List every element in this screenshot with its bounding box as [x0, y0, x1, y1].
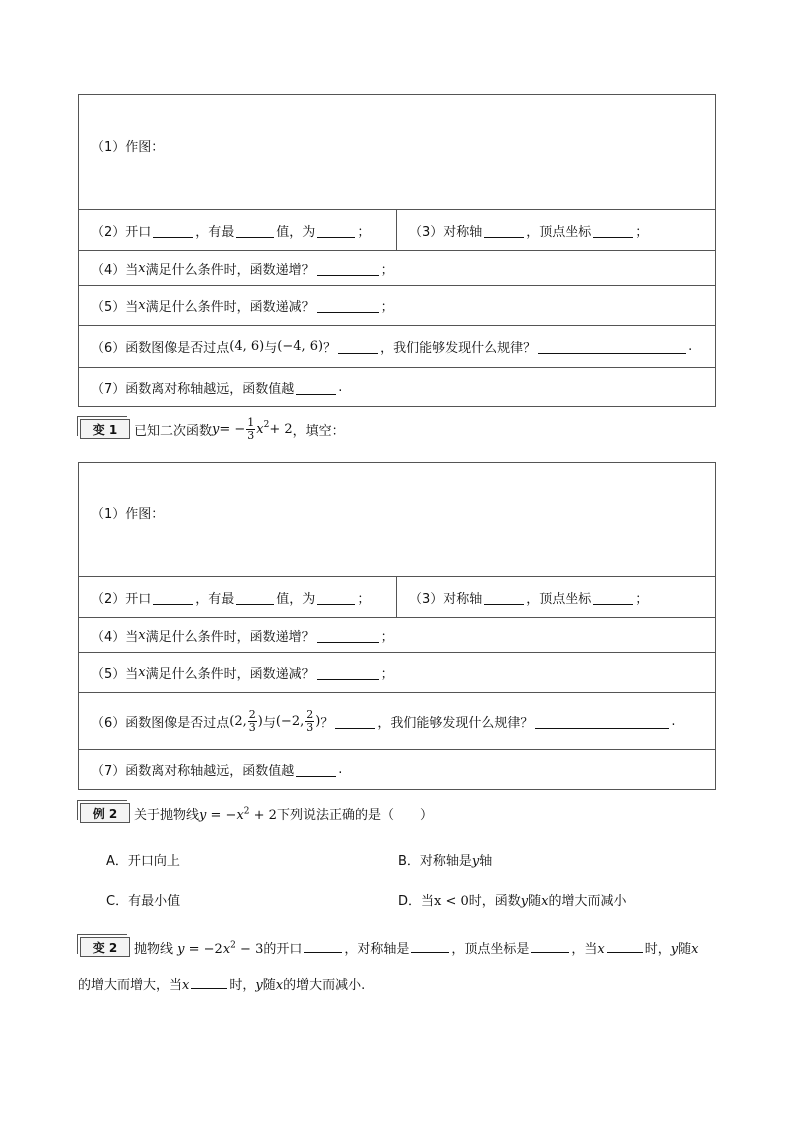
- blank-line[interactable]: [153, 223, 193, 238]
- blank-line[interactable]: [317, 298, 379, 313]
- blank-line[interactable]: [317, 665, 379, 680]
- option-b[interactable]: B．对称轴是y轴: [398, 854, 493, 869]
- table-row-distance: [79, 749, 715, 789]
- blank-line[interactable]: [317, 261, 379, 276]
- row-text: （5）当 x 满足什么条件时，函数递减？ ；: [91, 665, 394, 682]
- option-d[interactable]: D．当x < 0时，函数y随x的增大而减小: [398, 894, 627, 909]
- example-2-tag: 例 2: [80, 803, 130, 823]
- blank-line[interactable]: [317, 223, 355, 238]
- blank-line[interactable]: [535, 714, 669, 729]
- variant-2-question-line-2: 的增大而增大，当x 时，y随x的增大而减小.: [78, 974, 365, 993]
- variant-2-tag: 变 2: [80, 937, 130, 957]
- table-row-decreasing: [79, 285, 715, 325]
- table-row-increasing: [79, 250, 715, 285]
- row-text: （1）作图：: [91, 507, 165, 522]
- blank-line[interactable]: [593, 590, 633, 605]
- table-row-draw: [79, 95, 715, 209]
- cell-axis: （3）对称轴 ，顶点坐标 ；: [409, 591, 649, 607]
- row-text: （1）作图：: [91, 139, 165, 155]
- exercise-table-2: [78, 462, 716, 790]
- row-text: （7）函数离对称轴越远，函数值越 .: [91, 762, 343, 779]
- variant-2-question-line-1: 抛物线 $y = -2x^2 - 3$的开口 ，对称轴是 ，顶点坐标是 ，当x 时，y随x: [134, 938, 698, 957]
- table-row-points: [79, 692, 715, 749]
- table-row-opening: [79, 209, 715, 250]
- variant-1-tag: 变 1: [80, 419, 130, 439]
- blank-line[interactable]: [236, 223, 274, 238]
- blank-line[interactable]: [236, 590, 274, 605]
- blank-line[interactable]: [593, 223, 633, 238]
- cell-axis: （3）对称轴 ，顶点坐标 ；: [409, 224, 649, 240]
- row-text: （6）函数图像是否过点 (4, 6) 与 (−4, 6) ？ ，我们能够发现什么规律？ .: [91, 339, 693, 356]
- blank-line[interactable]: [338, 339, 378, 354]
- blank-line[interactable]: [317, 590, 355, 605]
- example-2-question: 关于抛物线$y = -x^2 + 2$下列说法正确的是（ ）: [134, 806, 433, 823]
- row-text: （7）函数离对称轴越远，函数值越 .: [91, 379, 343, 397]
- row-text: （6）函数图像是否过点 (2, $\frac{2}{3}$ ) 与 (−2, $\frac{2}{3}$ ) ？ ，我们能够发现什么规律？ .: [91, 707, 676, 734]
- blank-line[interactable]: [304, 938, 342, 953]
- blank-line[interactable]: [335, 714, 375, 729]
- table-row-draw: [79, 463, 715, 576]
- row-text: （4）当 x 满足什么条件时，函数递增？ ；: [91, 260, 394, 278]
- row-text: （5）当 x 满足什么条件时，函数递减？ ；: [91, 298, 394, 315]
- option-a[interactable]: A．开口向上: [106, 854, 180, 869]
- cell-opening: （2）开口 ，有最 值，为 ；: [79, 210, 397, 250]
- table-row-points: [79, 325, 715, 367]
- option-c[interactable]: C．有最小值: [106, 894, 181, 909]
- blank-line[interactable]: [607, 938, 643, 953]
- table-row-distance: [79, 367, 715, 406]
- variant-1-question: 已知二次函数 y = − $\frac{1}{3}$ x $^2$ + 2 ，填空：: [134, 415, 345, 442]
- table-row-increasing: [79, 617, 715, 652]
- fraction: $\frac{2}{3}$: [306, 707, 314, 734]
- blank-line[interactable]: [153, 590, 193, 605]
- cell-opening: （2）开口 ，有最 值，为 ；: [79, 577, 397, 617]
- blank-line[interactable]: [484, 590, 524, 605]
- fraction: $\frac{2}{3}$: [248, 707, 256, 734]
- blank-line[interactable]: [296, 762, 336, 777]
- exercise-table-1: [78, 94, 716, 407]
- table-row-decreasing: [79, 652, 715, 692]
- blank-line[interactable]: [191, 974, 227, 989]
- row-text: （4）当 x 满足什么条件时，函数递增？ ；: [91, 627, 394, 645]
- blank-line[interactable]: [317, 628, 379, 643]
- blank-line[interactable]: [411, 938, 449, 953]
- blank-line[interactable]: [531, 938, 569, 953]
- blank-line[interactable]: [296, 380, 336, 395]
- fraction: $\frac{1}{3}$: [247, 415, 255, 442]
- blank-line[interactable]: [538, 339, 686, 354]
- blank-line[interactable]: [484, 223, 524, 238]
- table-row-opening: [79, 576, 715, 617]
